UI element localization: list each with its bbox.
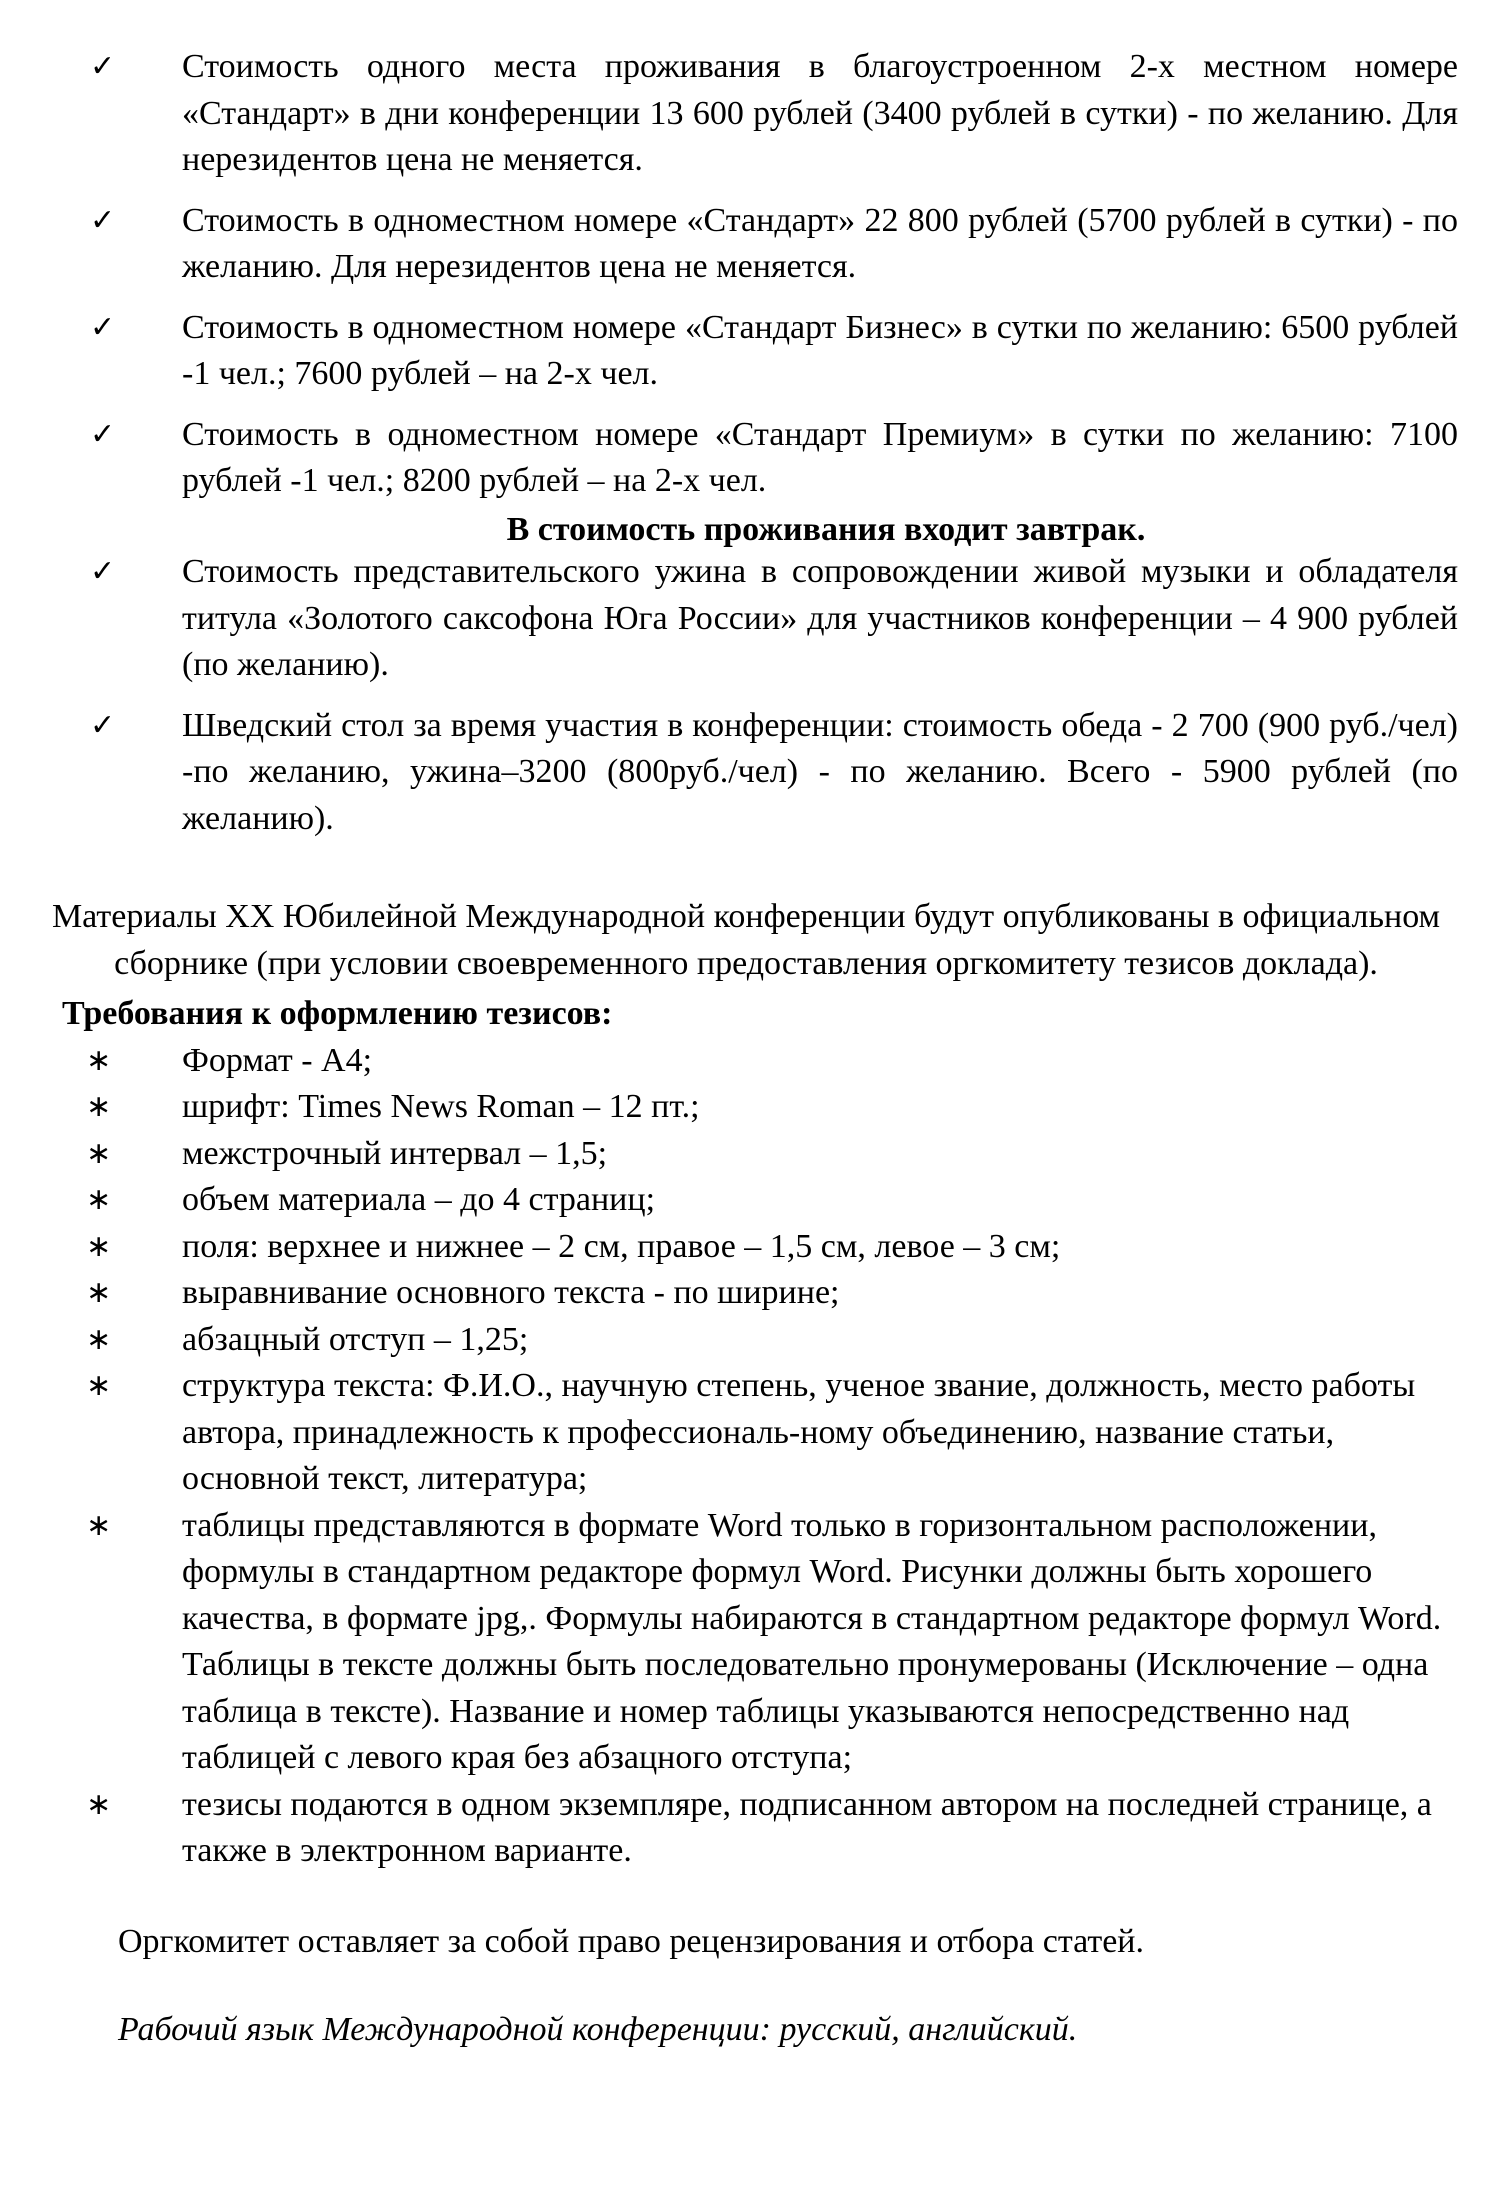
checkmark-icon: ✓ — [90, 416, 116, 452]
list-item — [0, 1503, 1492, 1782]
breakfast-note: В стоимость проживания входит завтрак. — [506, 510, 1146, 548]
checkmark-icon: ✓ — [90, 707, 116, 743]
list-item — [0, 1177, 1492, 1224]
list-item-text: Формат - А4; — [182, 1041, 373, 1079]
list-item-text: Стоимость в одноместном номере «Стандарт Премиум» в сутки по желанию: 7100 рублей -1 чел.; 8200 рублей – на 2-х чел. — [182, 415, 1458, 499]
language-paragraph: Рабочий язык Международной конференции: русский, английский. — [118, 2011, 1078, 2048]
list-item — [0, 1270, 1492, 1317]
asterisk-icon: ∗ — [86, 1786, 112, 1822]
list-item — [0, 305, 1492, 398]
list-item-text: выравнивание основного текста - по ширине; — [182, 1274, 840, 1311]
list-item-text: тезисы подаются в одном экземпляре, подписанном автором на последней странице, а также в электронном варианте. — [182, 1785, 1432, 1869]
list-item-text: межстрочный интервал – 1,5; — [182, 1134, 608, 1172]
list-item-text: абзацный отступ – 1,25; — [182, 1320, 529, 1358]
accommodation-list — [0, 44, 1492, 505]
asterisk-icon: ∗ — [86, 1182, 112, 1217]
list-item — [0, 44, 1492, 184]
list-item — [0, 1131, 1492, 1178]
checkmark-icon: ✓ — [90, 49, 116, 84]
asterisk-icon: ∗ — [86, 1228, 112, 1264]
orgcommittee-paragraph: Оргкомитет оставляет за собой право рецензирования и отбора статей. — [118, 1922, 1144, 1960]
list-item — [0, 1038, 1492, 1085]
list-item — [0, 1363, 1492, 1503]
list-item-text: Стоимость в одноместном номере «Стандарт» 22 800 рублей (5700 рублей в сутки) - по желанию. Для нерезидентов цена не меняется. — [182, 201, 1458, 285]
checkmark-icon: ✓ — [90, 309, 116, 345]
list-item-text: Стоимость представительского ужина в сопровождении живой музыки и обладателя титула «Золотого саксофона Юга России» для участников конференции – 4 900 рублей (по желанию). — [182, 553, 1458, 683]
extras-list — [0, 549, 1492, 842]
list-item — [0, 703, 1492, 843]
list-item-text: таблицы представляются в формате Word только в горизонтальном расположении, формулы в стандартном редакторе формул Word. Рисунки должны быть хорошего качества, в формате jpg,. Формулы набираются в стандартном редакторе формул Word. Таблицы в тексте должны быть последовательно пронумерованы (Исключение – одна таблица в тексте). Название и номер таблицы указываются непосредственно над таблицей с левого края без абзацного отступа; — [182, 1506, 1442, 1776]
asterisk-icon: ∗ — [86, 1275, 112, 1310]
asterisk-icon: ∗ — [86, 1089, 112, 1124]
list-item-text: Стоимость одного места проживания в благоустроенном 2-х местном номере «Стандарт» в дни конференции 13 600 рублей (3400 рублей в сутки) - по желанию. Для нерезидентов цена не меняется. — [182, 48, 1458, 178]
list-item — [0, 1224, 1492, 1271]
checkmark-icon: ✓ — [90, 202, 116, 238]
asterisk-icon: ∗ — [86, 1368, 112, 1403]
materials-paragraph: Материалы XX Юбилейной Международной конференции будут опубликованы в официальном сборнике (при условии своевременного предоставления оргкомитету тезисов доклада). — [51, 898, 1441, 982]
asterisk-icon: ∗ — [86, 1507, 112, 1543]
list-item-text: объем материала – до 4 страниц; — [182, 1181, 656, 1218]
list-item-text: структура текста: Ф.И.О., научную степень, ученое звание, должность, место работы автора, принадлежность к профессиональ-ному объединению, название статьи, основной текст, литература; — [182, 1367, 1416, 1497]
list-item-text: поля: верхнее и нижнее – 2 см, правое – 1,5 см, левое – 3 см; — [182, 1227, 1061, 1265]
list-item — [0, 1084, 1492, 1131]
list-item — [0, 412, 1492, 505]
list-item-text: Стоимость в одноместном номере «Стандарт Бизнес» в сутки по желанию: 6500 рублей -1 чел.; 7600 рублей – на 2-х чел. — [182, 308, 1458, 392]
requirements-list — [0, 1038, 1492, 1875]
asterisk-icon: ∗ — [86, 1135, 112, 1171]
list-item — [0, 1317, 1492, 1364]
list-item — [0, 549, 1492, 689]
list-item-text: Шведский стол за время участия в конференции: стоимость обеда - 2 700 (900 руб./чел) -по желанию, ужина–3200 (800руб./чел) - по желанию. Всего - 5900 рублей (по желанию). — [182, 706, 1458, 837]
asterisk-icon: ∗ — [86, 1321, 112, 1357]
requirements-title: Требования к оформлению тезисов: — [62, 995, 613, 1032]
list-item-text: шрифт: Times News Roman – 12 пт.; — [182, 1088, 700, 1125]
checkmark-icon: ✓ — [90, 554, 116, 589]
list-item — [0, 198, 1492, 291]
asterisk-icon: ∗ — [86, 1042, 112, 1078]
list-item — [0, 1782, 1492, 1875]
